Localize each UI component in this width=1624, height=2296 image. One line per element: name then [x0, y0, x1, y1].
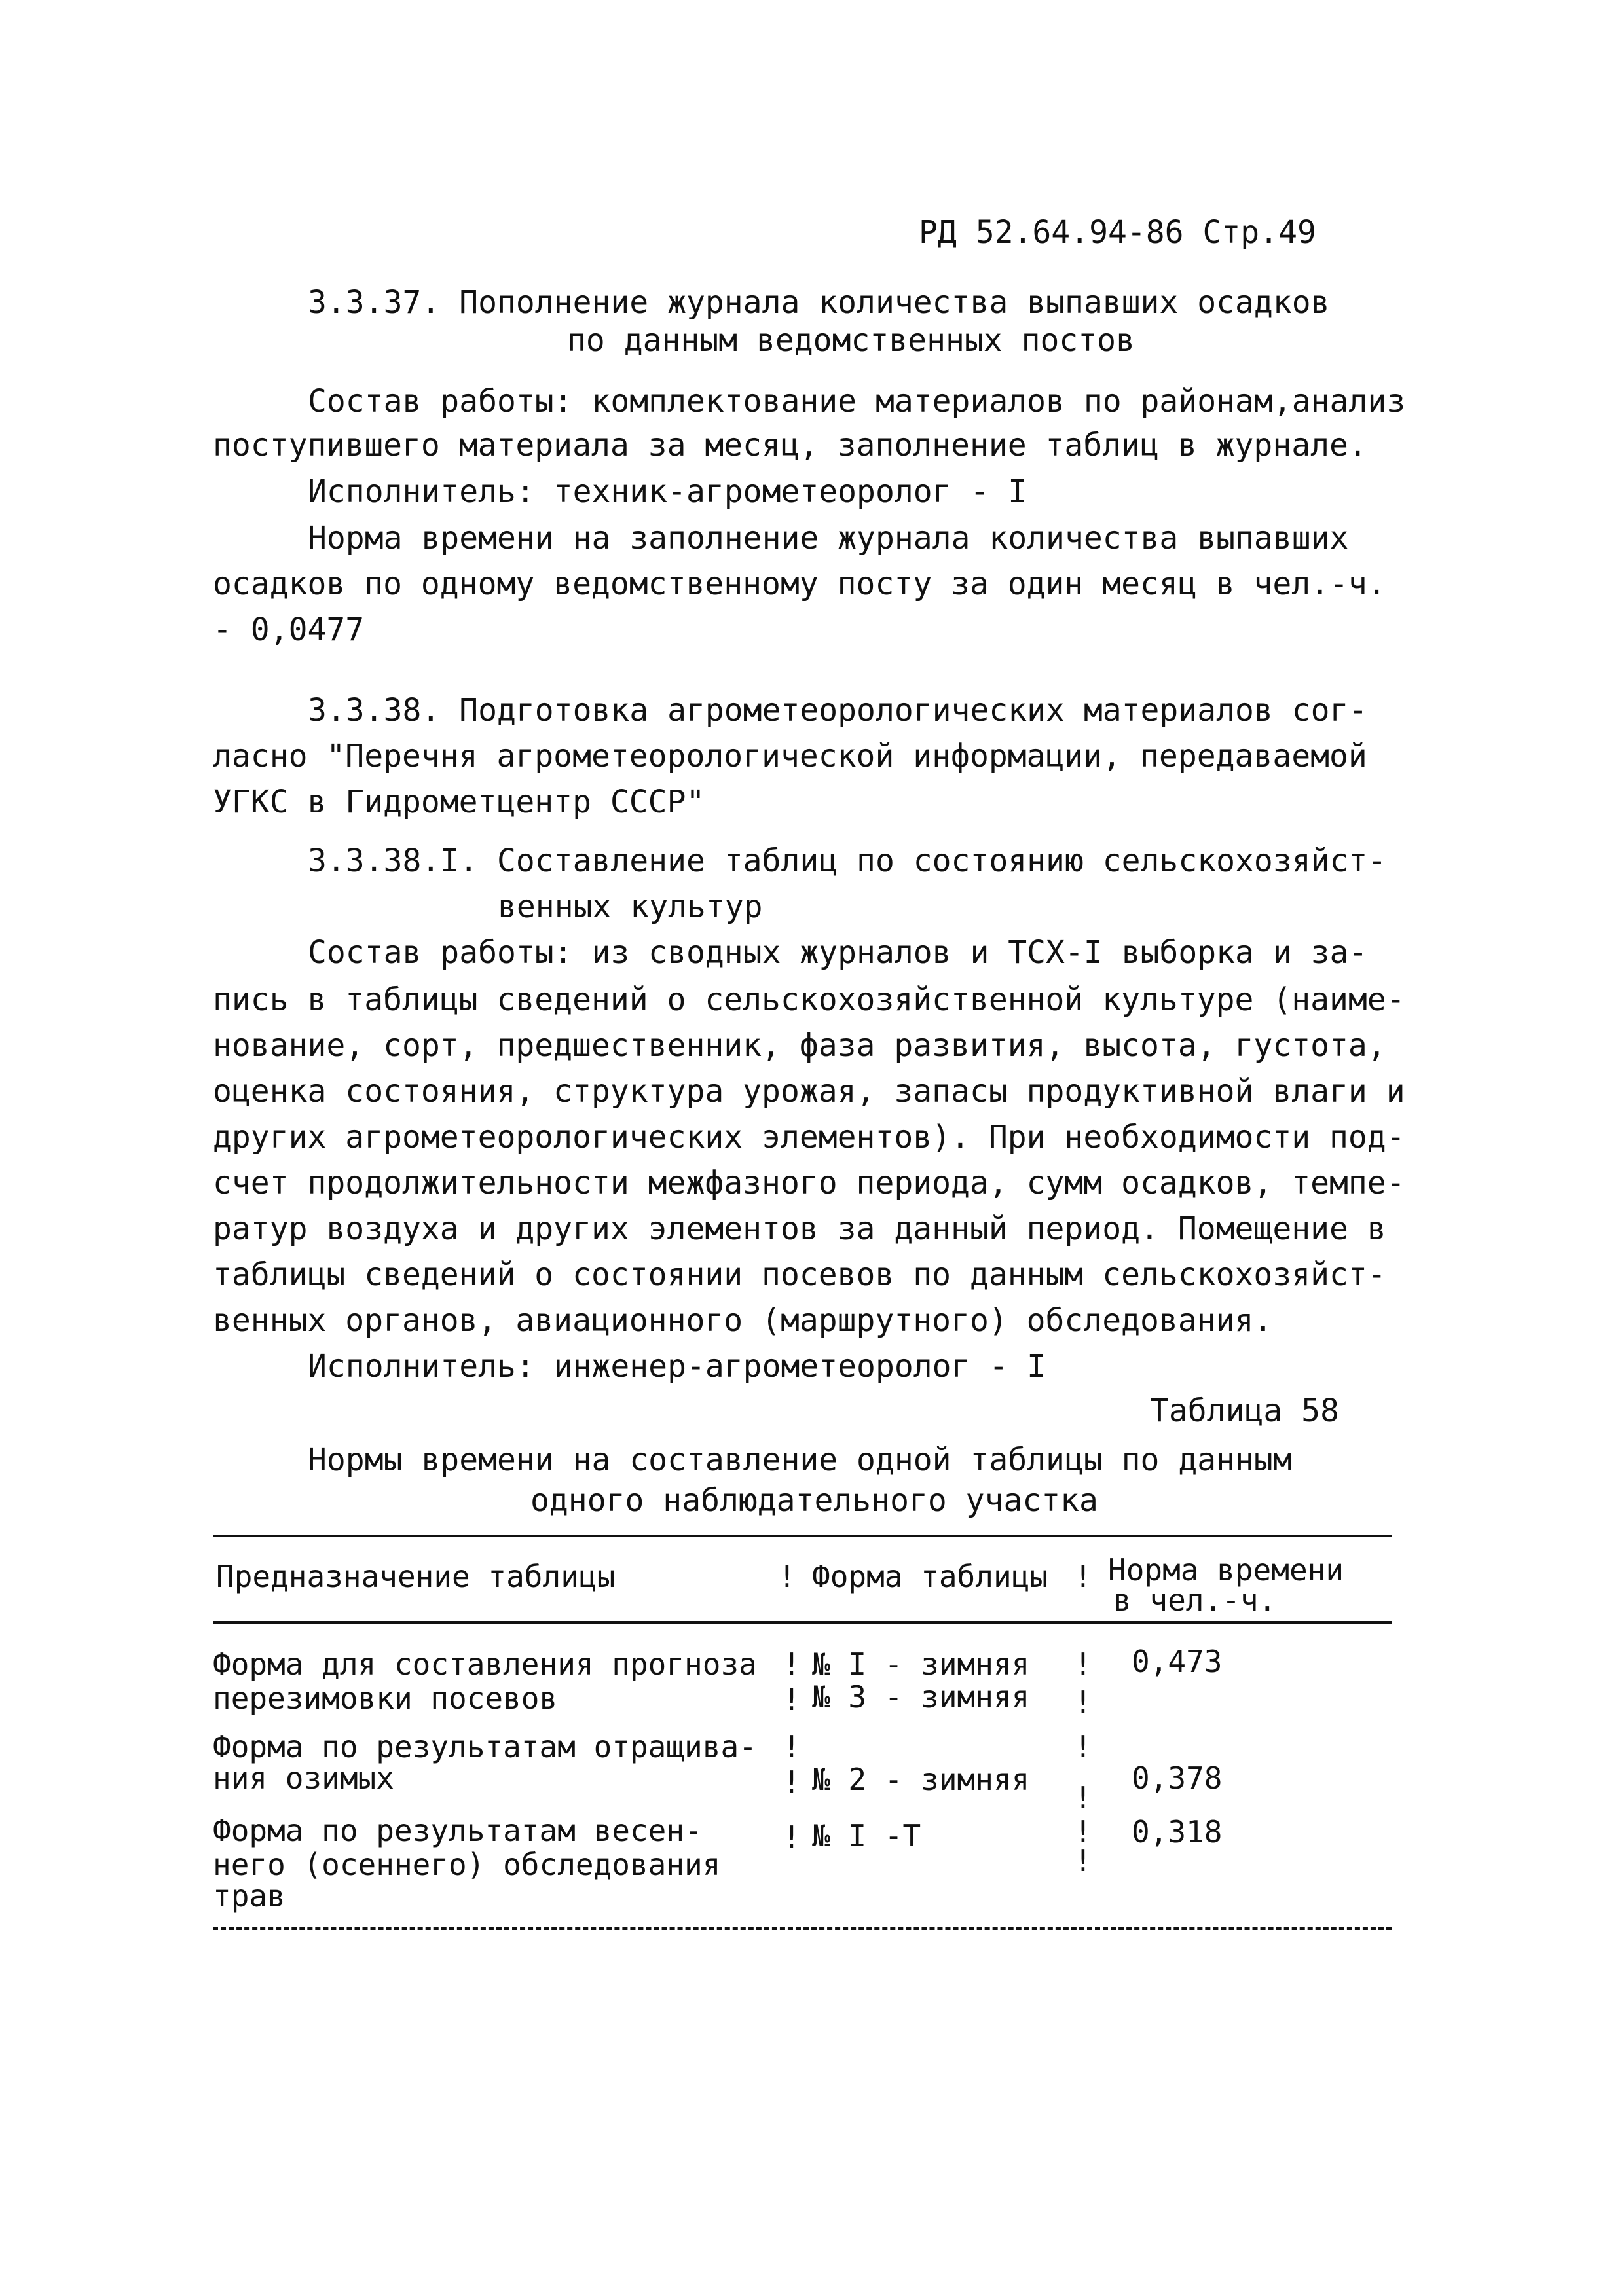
table-top-rule	[213, 1535, 1392, 1537]
section-3-3-37-norm-line-3: - 0,0477	[213, 611, 365, 648]
table-bottom-rule	[213, 1927, 1392, 1930]
row-purpose-line-2: ния озимых	[213, 1760, 394, 1796]
table-caption-line-2: одного наблюдательного участка	[530, 1482, 1098, 1519]
column-separator: !	[1074, 1780, 1092, 1815]
row-norm-value: 0,378	[1132, 1760, 1223, 1796]
column-separator: !	[1074, 1647, 1092, 1682]
table-header-rule	[213, 1621, 1392, 1624]
section-3-3-38-1-body-line: оценка состояния, структура урожая, запасы продуктивной влаги и	[213, 1073, 1405, 1110]
section-3-3-38-line-1: 3.3.38. Подготовка агрометеорологических материалов сог-	[308, 692, 1368, 729]
row-form-line-1: № I - зимняя	[812, 1647, 1030, 1682]
column-separator: !	[783, 1819, 801, 1855]
column-separator: !	[1074, 1729, 1092, 1764]
section-3-3-37-work-line-2: поступившего материала за месяц, заполнение таблиц в журнале.	[213, 427, 1367, 464]
row-purpose-line-3: трав	[213, 1878, 286, 1914]
section-3-3-37-norm-line-2: осадков по одному ведомственному посту за один месяц в чел.-ч.	[213, 566, 1386, 602]
header-norm-line-2: в чел.-ч.	[1113, 1582, 1277, 1618]
row-form-line-2: № 3 - зимняя	[812, 1679, 1030, 1715]
section-3-3-38-1-body-line: других агрометеорологических элементов). При необходимости под-	[213, 1119, 1405, 1156]
section-3-3-37-title-line-1: 3.3.37. Пополнение журнала количества выпавших осадков	[308, 284, 1330, 321]
section-3-3-37-title-line-2: по данным ведомственных постов	[567, 322, 1135, 359]
row-form-line-1: № 2 - зимняя	[812, 1762, 1030, 1797]
column-separator: !	[1074, 1843, 1092, 1878]
section-3-3-38-1-title-line-1: 3.3.38.I. Составление таблиц по состоянию сельскохозяйст-	[308, 843, 1387, 879]
row-purpose-line-1: Форма для составления прогноза	[213, 1647, 757, 1682]
column-separator: !	[783, 1647, 801, 1682]
column-separator: !	[783, 1729, 801, 1764]
section-3-3-38-1-body-line: пись в таблицы сведений о сельскохозяйственной культуре (наиме-	[213, 981, 1405, 1018]
column-separator: !	[1074, 1814, 1092, 1850]
column-separator: !	[778, 1559, 796, 1594]
table-label: Таблица 58	[1150, 1393, 1339, 1429]
section-3-3-38-1-body-line: таблицы сведений о состоянии посевов по данным сельскохозяйст-	[213, 1256, 1386, 1293]
column-separator: !	[1074, 1685, 1092, 1720]
section-3-3-38-line-3: УГКС в Гидрометцентр СССР"	[213, 784, 705, 820]
row-purpose-line-2: него (осеннего) обследования	[213, 1847, 721, 1882]
header-form: Форма таблицы	[812, 1559, 1048, 1594]
section-3-3-38-1-executor: Исполнитель: инженер-агрометеоролог - I	[308, 1348, 1046, 1385]
header-norm-line-1: Норма времени	[1108, 1552, 1344, 1588]
row-form-line-1: № I -Т	[812, 1818, 921, 1853]
column-separator: !	[1074, 1559, 1092, 1594]
section-3-3-38-1-body-line: нование, сорт, предшественник, фаза развития, высота, густота,	[213, 1027, 1386, 1064]
row-purpose-line-1: Форма по результатам весен-	[213, 1813, 703, 1848]
section-3-3-37-work-line-1: Состав работы: комплектование материалов по районам,анализ	[308, 383, 1406, 420]
table-caption-line-1: Нормы времени на составление одной таблицы по данным	[308, 1442, 1292, 1478]
column-separator: !	[783, 1764, 801, 1800]
header-purpose: Предназначение таблицы	[216, 1559, 616, 1594]
row-norm-value: 0,473	[1132, 1644, 1223, 1679]
section-3-3-38-1-body-line: венных органов, авиационного (маршрутного) обследования.	[213, 1302, 1273, 1339]
section-3-3-37-norm-line-1: Норма времени на заполнение журнала количества выпавших	[308, 520, 1349, 556]
section-3-3-38-line-2: ласно "Перечня агрометеорологической информации, передаваемой	[213, 738, 1367, 774]
section-3-3-38-1-body-line: Состав работы: из сводных журналов и ТСХ-I выборка и за-	[308, 934, 1368, 971]
row-purpose-line-1: Форма по результатам отращива-	[213, 1729, 757, 1764]
column-separator: !	[783, 1682, 801, 1717]
section-3-3-38-1-body-line: ратур воздуха и других элементов за данный период. Помещение в	[213, 1211, 1386, 1247]
row-purpose-line-2: перезимовки посевов	[213, 1681, 558, 1716]
running-head: РД 52.64.94-86 Стр.49	[919, 214, 1316, 251]
section-3-3-37-executor: Исполнитель: техник-агрометеоролог - I	[308, 473, 1027, 510]
row-norm-value: 0,318	[1132, 1814, 1223, 1850]
section-3-3-38-1-body-line: счет продолжительности межфазного периода, сумм осадков, темпе-	[213, 1165, 1405, 1201]
section-3-3-38-1-title-line-2: венных культур	[498, 888, 763, 925]
